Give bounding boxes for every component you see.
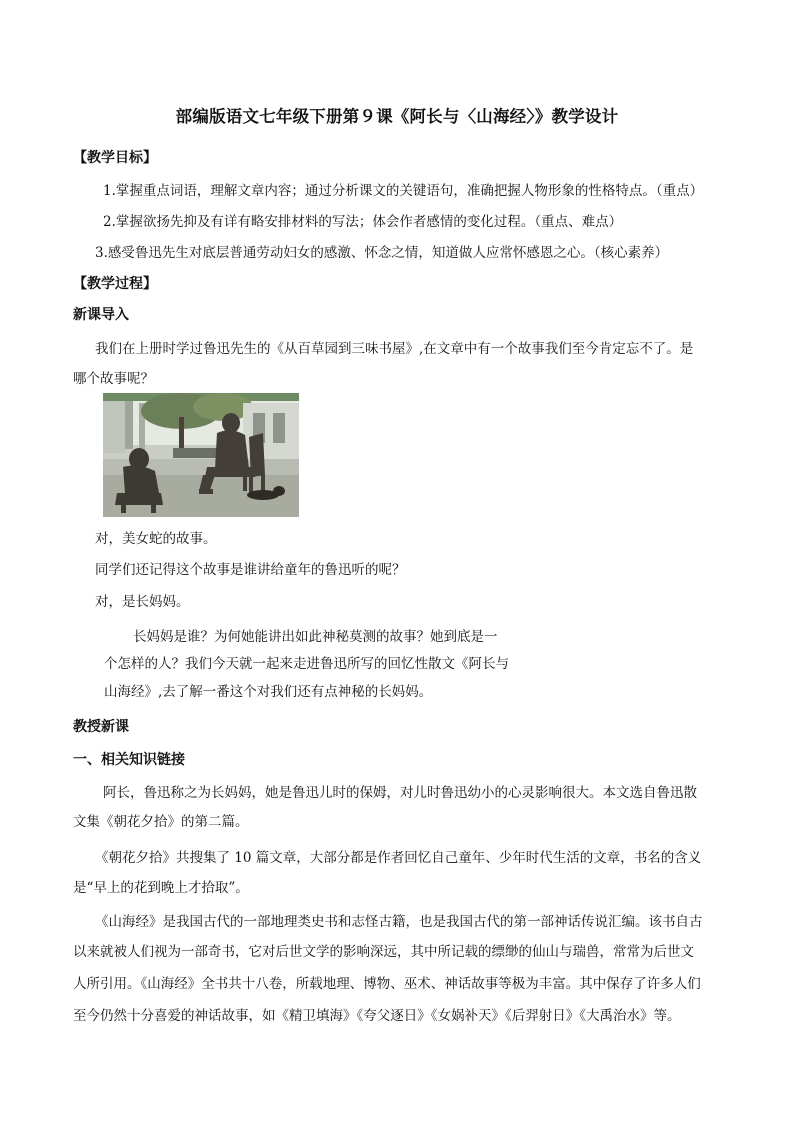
goals-heading: 【教学目标】 <box>73 150 157 166</box>
para1-line-2: 文集《朝花夕拾》的第二篇。 <box>73 814 249 830</box>
question-line-2: 个怎样的人？我们今天就一起来走进鲁迅所写的回忆性散文《阿长与 <box>104 656 509 672</box>
para3-line-3: 人所引用。《山海经》全书共十八卷，所载地理、博物、巫术、神话故事等极为丰富。其中保存了许多人们 <box>73 976 701 992</box>
intro-line-1: 我们在上册时学过鲁迅先生的《从百草园到三味书屋》,在文章中有一个故事我们至今肯定忘不了。是 <box>95 341 694 357</box>
para3-line-1: 《山海经》是我国古代的一部地理类史书和志怪古籍，也是我国古代的第一部神话传说汇编。该书自古 <box>95 914 703 930</box>
intro-heading: 新课导入 <box>73 307 129 323</box>
dialog-line-1: 对，美女蛇的故事。 <box>95 531 217 547</box>
statue-photo <box>103 393 299 517</box>
goal-item-3: 3.感受鲁迅先生对底层普通劳动妇女的感激、怀念之情，知道做人应常怀感恩之心。（核心素养） <box>95 245 669 261</box>
para3-line-4: 至今仍然十分喜爱的神话故事，如《精卫填海》《夸父逐日》《女娲补天》《后羿射日》《大禹治水》等。 <box>73 1008 681 1024</box>
para2-line-2: 是“早上的花到晚上才拾取”。 <box>73 880 249 896</box>
goal-item-2: 2.掌握欲扬先抑及有详有略安排材料的写法；体会作者感情的变化过程。（重点、难点） <box>103 214 623 230</box>
question-line-3: 山海经》,去了解一番这个对我们还有点神秘的长妈妈。 <box>104 684 433 700</box>
question-line-1: 长妈妈是谁？为何她能讲出如此神秘莫测的故事？她到底是一 <box>133 629 498 645</box>
para3-line-2: 以来就被人们视为一部奇书，它对后世文学的影响深远，其中所记载的缥缈的仙山与瑞兽，常常为后世文 <box>73 944 694 960</box>
intro-line-2: 哪个故事呢？ <box>73 371 154 387</box>
page-title: 部编版语文七年级下册第９课《阿长与〈山海经〉》教学设计 <box>175 107 619 126</box>
new-lesson-heading: 教授新课 <box>73 719 129 735</box>
knowledge-heading: 一、相关知识链接 <box>73 752 185 768</box>
process-heading: 【教学过程】 <box>73 276 157 292</box>
para1-line-1: 阿长，鲁迅称之为长妈妈，她是鲁迅儿时的保姆，对儿时鲁迅幼小的心灵影响很大。本文选自鲁迅散 <box>103 785 697 801</box>
goal-item-1: 1.掌握重点词语，理解文章内容；通过分析课文的关键语句，准确把握人物形象的性格特点。（重点） <box>103 183 704 199</box>
para2-line-1: 《朝花夕拾》共搜集了 10 篇文章，大部分都是作者回忆自己童年、少年时代生活的文章，书名的含义 <box>95 850 702 866</box>
dialog-line-2: 同学们还记得这个故事是谁讲给童年的鲁迅听的呢？ <box>95 562 406 578</box>
dialog-line-3: 对，是长妈妈。 <box>95 594 190 610</box>
